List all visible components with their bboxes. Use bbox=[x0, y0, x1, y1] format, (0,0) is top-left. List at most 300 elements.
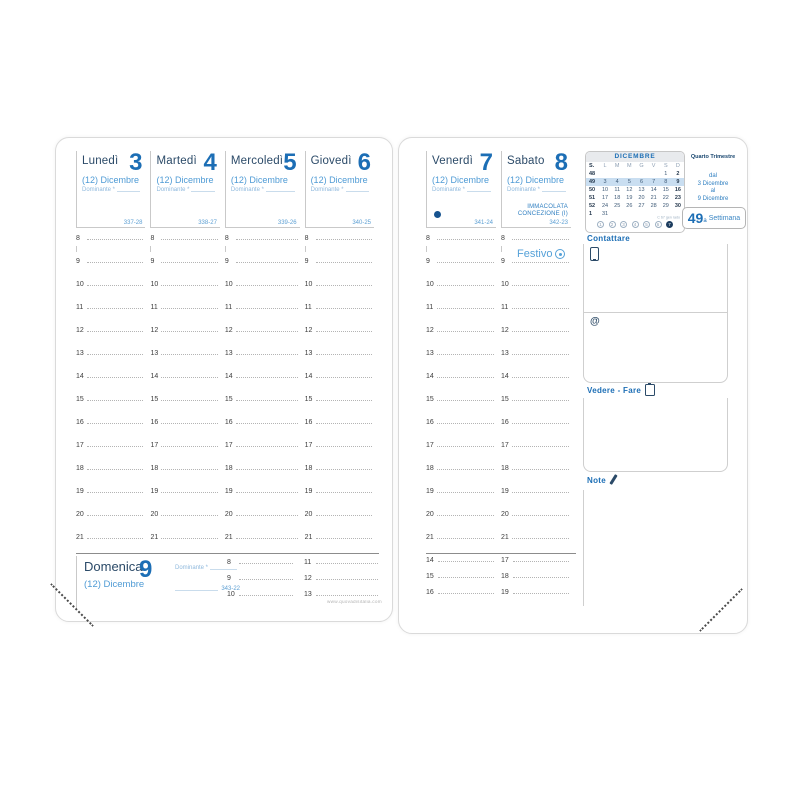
hour-line bbox=[437, 515, 494, 516]
hour-line bbox=[161, 469, 217, 470]
week-number-cell: 1 bbox=[589, 211, 593, 217]
day-month-note: (12) Dicembre bbox=[82, 175, 140, 185]
day-number: 3 bbox=[129, 149, 143, 176]
sunday-strip bbox=[76, 553, 382, 611]
hour-line bbox=[513, 593, 569, 594]
hour-row bbox=[225, 233, 300, 256]
hour-line bbox=[161, 285, 217, 286]
calendar-day-cell bbox=[599, 170, 611, 178]
hour-line bbox=[87, 515, 143, 516]
day-of-year-count: 342-23 bbox=[549, 220, 568, 226]
hour-label: 19 bbox=[150, 488, 159, 495]
planner-left-page bbox=[55, 137, 393, 622]
hour-line bbox=[161, 492, 217, 493]
holiday-circle-icon bbox=[555, 249, 565, 259]
hour-row bbox=[305, 394, 374, 417]
hour-label: 13 bbox=[76, 350, 84, 357]
phase-circle: 7 bbox=[666, 221, 673, 228]
dominante-line bbox=[117, 191, 140, 192]
calendar-header-cell: G bbox=[639, 163, 644, 169]
hour-label: 14 bbox=[304, 373, 313, 380]
hour-row bbox=[305, 371, 374, 394]
hour-label: 12 bbox=[426, 327, 434, 334]
hour-label: 21 bbox=[76, 534, 84, 541]
dominante-line bbox=[266, 191, 295, 192]
calendar-day-cell: 5 bbox=[627, 179, 631, 185]
mini-calendar-footnote: C 67 gen rado bbox=[657, 216, 680, 220]
hour-label: 9 bbox=[150, 258, 155, 265]
calendar-day-cell: 21 bbox=[650, 195, 657, 201]
calendar-day-cell: 1 bbox=[664, 171, 668, 177]
hour-row bbox=[225, 486, 300, 509]
hour-line bbox=[236, 469, 298, 470]
calendar-day-cell: 4 bbox=[615, 179, 619, 185]
moon-phase-dot-icon bbox=[434, 211, 441, 218]
hour-label: 15 bbox=[224, 396, 233, 403]
hour-line bbox=[161, 354, 217, 355]
day-column-venerdi bbox=[426, 151, 501, 555]
calendar-day-cell: 18 bbox=[614, 195, 621, 201]
hour-row bbox=[305, 509, 374, 532]
hour-label: 14 bbox=[150, 373, 159, 380]
hour-label: 9 bbox=[304, 258, 309, 265]
day-number: 6 bbox=[357, 149, 372, 176]
hour-row bbox=[150, 279, 219, 302]
hour-row bbox=[225, 371, 300, 394]
hour-row bbox=[426, 440, 496, 463]
calendar-day-cell: 25 bbox=[614, 203, 621, 209]
hour-line bbox=[161, 377, 217, 378]
hour-line bbox=[236, 400, 298, 401]
hour-line bbox=[437, 377, 494, 378]
hour-line bbox=[87, 538, 143, 539]
day-of-year-count: 341-24 bbox=[474, 220, 493, 226]
dominante-line bbox=[191, 191, 214, 192]
hour-row bbox=[426, 325, 496, 348]
hour-row bbox=[76, 486, 145, 509]
hour-line bbox=[236, 446, 298, 447]
calendar-day-cell: 6 bbox=[639, 179, 644, 185]
dominante-label: Dominante * bbox=[175, 565, 209, 571]
week-number-cell: 52 bbox=[589, 203, 596, 209]
calendar-day-cell: 3 bbox=[603, 179, 607, 185]
hour-line bbox=[316, 492, 372, 493]
hour-label: 19 bbox=[224, 488, 233, 495]
column-tick bbox=[305, 246, 306, 252]
contattare-divider bbox=[584, 312, 727, 313]
day-name: Mercoledì bbox=[230, 155, 284, 167]
hour-line bbox=[437, 354, 494, 355]
calendar-day-cell: 16 bbox=[674, 187, 681, 193]
planner-right-page bbox=[398, 137, 748, 634]
hour-label: 15 bbox=[304, 396, 313, 403]
week-number-cell: 50 bbox=[589, 187, 596, 193]
hour-line bbox=[236, 331, 298, 332]
hour-line bbox=[512, 538, 569, 539]
hour-line bbox=[512, 262, 569, 263]
column-tick bbox=[76, 246, 77, 252]
calendar-day-cell: 19 bbox=[626, 195, 633, 201]
hour-label: 19 bbox=[304, 488, 313, 495]
hour-label: 21 bbox=[304, 534, 313, 541]
hour-line bbox=[512, 354, 569, 355]
day-number: 8 bbox=[554, 149, 568, 176]
sunday-hours-col2 bbox=[304, 558, 380, 606]
day-of-year-count: 338-27 bbox=[198, 220, 217, 226]
hour-line bbox=[161, 538, 217, 539]
dominante-row bbox=[231, 187, 295, 193]
day-name: Martedì bbox=[156, 155, 197, 167]
range-line: 9 Dicembre bbox=[697, 195, 729, 202]
hour-row bbox=[76, 325, 145, 348]
hour-label: 14 bbox=[426, 373, 434, 380]
hour-row bbox=[501, 371, 571, 394]
hour-label: 21 bbox=[224, 534, 233, 541]
hour-row bbox=[304, 574, 380, 590]
day-number: 9 bbox=[139, 556, 153, 583]
calendar-day-cell: 31 bbox=[602, 211, 609, 217]
note-label bbox=[587, 476, 615, 485]
hour-label: 18 bbox=[304, 465, 313, 472]
hour-line bbox=[236, 377, 298, 378]
hour-row bbox=[426, 532, 496, 555]
hour-row bbox=[426, 417, 496, 440]
range-line: al bbox=[710, 188, 716, 194]
day-of-year-count: 340-25 bbox=[352, 220, 372, 226]
hour-line bbox=[161, 331, 217, 332]
day-name: Venerdì bbox=[432, 155, 474, 167]
hour-line bbox=[236, 239, 298, 240]
festivo-note bbox=[517, 248, 565, 260]
hour-line bbox=[161, 515, 217, 516]
hour-line bbox=[512, 331, 569, 332]
calendar-header-row bbox=[586, 162, 684, 170]
hour-label: 8 bbox=[227, 559, 231, 566]
calendar-day-cell: 8 bbox=[664, 179, 668, 185]
contattare-label: Contattare bbox=[587, 234, 631, 243]
day-column-martedi bbox=[150, 151, 224, 555]
hour-line bbox=[161, 262, 217, 263]
calendar-day-cell: 17 bbox=[602, 195, 609, 201]
hour-row bbox=[150, 509, 219, 532]
hour-line bbox=[161, 423, 217, 424]
hour-label: 15 bbox=[76, 396, 84, 403]
hour-line bbox=[316, 563, 378, 564]
hour-row bbox=[76, 394, 145, 417]
hour-label: 20 bbox=[304, 511, 313, 518]
hour-row bbox=[76, 532, 145, 555]
hour-line bbox=[437, 331, 494, 332]
hour-row bbox=[426, 556, 496, 572]
day-header bbox=[150, 151, 219, 228]
hour-line bbox=[161, 446, 217, 447]
vedere-fare-text: Vedere - Fare bbox=[587, 385, 642, 395]
hour-label: 12 bbox=[304, 575, 312, 582]
hour-line bbox=[438, 593, 494, 594]
holiday-line2: CONCEZIONE (I) bbox=[517, 211, 568, 217]
hour-row bbox=[225, 440, 300, 463]
sunday-hours-col1 bbox=[227, 558, 295, 606]
hour-row bbox=[501, 588, 571, 604]
calendar-day-cell: 26 bbox=[626, 203, 633, 209]
dominante-row bbox=[156, 187, 214, 193]
hour-label: 18 bbox=[501, 573, 509, 580]
hour-label: 10 bbox=[76, 281, 84, 288]
dominante-row bbox=[311, 187, 369, 193]
hour-row bbox=[304, 558, 380, 574]
hour-label: 20 bbox=[224, 511, 233, 518]
hour-row bbox=[426, 486, 496, 509]
phase-circle: 5 bbox=[643, 221, 650, 228]
hour-label: 14 bbox=[76, 373, 84, 380]
hour-row bbox=[305, 256, 374, 279]
hours-grid bbox=[426, 233, 496, 555]
holiday-note bbox=[518, 204, 568, 218]
dominante-label: Dominante * bbox=[432, 187, 466, 193]
hour-row bbox=[150, 233, 219, 256]
hour-line bbox=[512, 239, 569, 240]
day-of-year-count: 337-28 bbox=[123, 220, 143, 226]
hour-row bbox=[501, 556, 571, 572]
pen-icon bbox=[609, 474, 617, 485]
hour-line bbox=[437, 538, 494, 539]
hour-line bbox=[437, 423, 494, 424]
hour-label: 15 bbox=[150, 396, 159, 403]
calendar-day-cell: 29 bbox=[662, 203, 669, 209]
calendar-day-cell: 20 bbox=[638, 195, 645, 201]
dominante-label: Dominante * bbox=[507, 187, 541, 193]
hour-label: 16 bbox=[426, 589, 434, 596]
hour-row bbox=[501, 302, 571, 325]
hour-line bbox=[161, 400, 217, 401]
hour-line bbox=[161, 239, 217, 240]
hour-label: 8 bbox=[224, 235, 229, 242]
hour-line bbox=[316, 377, 372, 378]
hour-row bbox=[150, 325, 219, 348]
week-number: 49 bbox=[687, 210, 704, 226]
hour-line bbox=[316, 595, 378, 596]
dominante-label: Dominante * bbox=[82, 187, 116, 193]
dominante-line bbox=[175, 590, 218, 591]
hour-label: 11 bbox=[304, 304, 312, 311]
hour-row bbox=[426, 302, 496, 325]
hour-line bbox=[513, 577, 569, 578]
hour-row bbox=[426, 348, 496, 371]
hour-line bbox=[316, 579, 378, 580]
hour-row bbox=[426, 572, 496, 588]
calendar-week-row bbox=[586, 194, 684, 202]
hour-row bbox=[76, 256, 145, 279]
hour-row bbox=[426, 463, 496, 486]
hour-line bbox=[87, 377, 143, 378]
day-month-note: (12) Dicembre bbox=[156, 175, 214, 185]
hour-line bbox=[316, 308, 372, 309]
hour-row bbox=[150, 532, 219, 555]
hour-label: 14 bbox=[426, 557, 434, 564]
vedere-fare-label bbox=[587, 384, 655, 396]
hour-line bbox=[437, 262, 494, 263]
hour-line bbox=[512, 423, 569, 424]
hour-label: 8 bbox=[304, 235, 309, 242]
calendar-day-cell: 10 bbox=[602, 187, 609, 193]
calendar-day-cell: 11 bbox=[614, 187, 621, 193]
calendar-week-row bbox=[586, 178, 684, 186]
week-ordinal: a bbox=[703, 217, 707, 224]
hours-grid bbox=[501, 233, 571, 555]
clipboard-icon bbox=[645, 384, 655, 396]
hour-row bbox=[501, 417, 571, 440]
week-number-cell: 51 bbox=[589, 195, 596, 201]
hour-line bbox=[512, 400, 569, 401]
calendar-header-cell: M bbox=[627, 163, 632, 169]
hour-line bbox=[316, 285, 372, 286]
calendar-day-cell: 27 bbox=[638, 203, 645, 209]
hour-label: 17 bbox=[150, 442, 159, 449]
hour-label: 20 bbox=[501, 511, 509, 518]
hour-row bbox=[426, 371, 496, 394]
hour-row bbox=[426, 394, 496, 417]
hour-line bbox=[437, 285, 494, 286]
hour-row bbox=[227, 558, 295, 574]
calendar-day-cell bbox=[623, 210, 635, 218]
day-header bbox=[305, 151, 374, 228]
hour-line bbox=[239, 563, 293, 564]
hour-row bbox=[305, 302, 374, 325]
hour-row bbox=[76, 302, 145, 325]
hour-line bbox=[161, 308, 217, 309]
hour-label: 12 bbox=[501, 327, 509, 334]
hour-line bbox=[316, 515, 372, 516]
dominante-label: Dominante * bbox=[230, 187, 264, 193]
calendar-day-cell bbox=[635, 210, 647, 218]
dominante-row bbox=[507, 187, 566, 193]
hour-line bbox=[236, 285, 298, 286]
hour-row bbox=[305, 279, 374, 302]
mini-calendar-title: DICEMBRE bbox=[586, 152, 684, 162]
hour-line bbox=[513, 561, 569, 562]
phase-circle: 4 bbox=[632, 221, 639, 228]
day-month-note: (12) Dicembre bbox=[84, 579, 145, 590]
hour-label: 21 bbox=[501, 534, 509, 541]
hour-line bbox=[236, 492, 298, 493]
hour-label: 13 bbox=[501, 350, 509, 357]
hour-label: 19 bbox=[76, 488, 84, 495]
hour-label: 16 bbox=[224, 419, 233, 426]
hour-row bbox=[76, 233, 145, 256]
hour-label: 19 bbox=[426, 488, 434, 495]
sunday-hours-col4 bbox=[501, 556, 571, 604]
hour-label: 18 bbox=[426, 465, 434, 472]
day-column-giovedi bbox=[305, 151, 379, 555]
hour-row bbox=[501, 486, 571, 509]
day-column-lunedi bbox=[76, 151, 150, 555]
range-line: dal bbox=[708, 173, 717, 179]
hour-row bbox=[501, 348, 571, 371]
week-label: Settimana bbox=[708, 214, 741, 222]
hour-row bbox=[501, 509, 571, 532]
hour-label: 17 bbox=[224, 442, 233, 449]
hour-line bbox=[437, 400, 494, 401]
hour-line bbox=[236, 423, 298, 424]
hour-label: 19 bbox=[501, 589, 509, 596]
hour-line bbox=[512, 308, 569, 309]
hour-line bbox=[87, 239, 143, 240]
calendar-day-cell bbox=[648, 170, 660, 178]
hour-label: 13 bbox=[304, 350, 313, 357]
hour-row bbox=[305, 417, 374, 440]
day-number: 4 bbox=[203, 149, 217, 176]
column-tick bbox=[426, 246, 427, 252]
website-url: www.quovadisitalia.com bbox=[327, 600, 382, 605]
hour-line bbox=[236, 262, 298, 263]
hour-row bbox=[305, 463, 374, 486]
festivo-label: Festivo bbox=[517, 248, 553, 260]
hour-line bbox=[316, 400, 372, 401]
hour-label: 20 bbox=[150, 511, 159, 518]
hour-label: 17 bbox=[304, 442, 313, 449]
day-name: Lunedì bbox=[82, 155, 119, 167]
hour-line bbox=[87, 354, 143, 355]
hour-row bbox=[501, 463, 571, 486]
weekday-columns-right bbox=[426, 151, 576, 555]
hour-row bbox=[76, 440, 145, 463]
hour-label: 12 bbox=[304, 327, 313, 334]
hour-row bbox=[225, 348, 300, 371]
calendar-day-cell: 14 bbox=[650, 187, 657, 193]
hour-row bbox=[305, 532, 374, 555]
calendar-day-cell bbox=[623, 170, 635, 178]
hour-row bbox=[305, 233, 374, 256]
hour-row bbox=[225, 302, 300, 325]
hour-row bbox=[150, 394, 219, 417]
calendar-header-cell: V bbox=[651, 163, 656, 169]
hour-label: 10 bbox=[304, 281, 313, 288]
hour-line bbox=[87, 400, 143, 401]
hour-row bbox=[225, 325, 300, 348]
hour-label: 11 bbox=[426, 304, 434, 311]
mini-calendar-grid bbox=[586, 162, 684, 218]
hour-line bbox=[437, 446, 494, 447]
hour-line bbox=[87, 492, 143, 493]
hour-row bbox=[225, 532, 300, 555]
hour-row bbox=[225, 256, 300, 279]
sunday-strip-continuation bbox=[426, 553, 576, 604]
trimester-title: Quarto Trimestre bbox=[690, 154, 736, 160]
calendar-day-cell: 12 bbox=[626, 187, 633, 193]
hour-line bbox=[236, 354, 298, 355]
hour-label: 12 bbox=[76, 327, 84, 334]
dominante-label: Dominante * bbox=[156, 187, 190, 193]
phase-circle: 2 bbox=[609, 221, 616, 228]
calendar-week-row bbox=[586, 186, 684, 194]
hour-line bbox=[438, 561, 494, 562]
hour-row bbox=[76, 348, 145, 371]
day-header bbox=[225, 151, 300, 228]
day-number: 7 bbox=[479, 149, 493, 176]
hour-row bbox=[150, 371, 219, 394]
sunday-hours-col3 bbox=[426, 556, 496, 604]
vedere-fare-box bbox=[583, 398, 728, 472]
hour-row bbox=[150, 256, 219, 279]
calendar-day-cell: 9 bbox=[676, 179, 680, 185]
hour-row bbox=[227, 574, 295, 590]
hour-line bbox=[87, 262, 143, 263]
hour-label: 11 bbox=[76, 304, 84, 311]
dominante-line bbox=[346, 191, 369, 192]
hour-line bbox=[316, 446, 372, 447]
hour-line bbox=[239, 595, 293, 596]
day-of-year-count: 343-22 bbox=[221, 586, 240, 592]
